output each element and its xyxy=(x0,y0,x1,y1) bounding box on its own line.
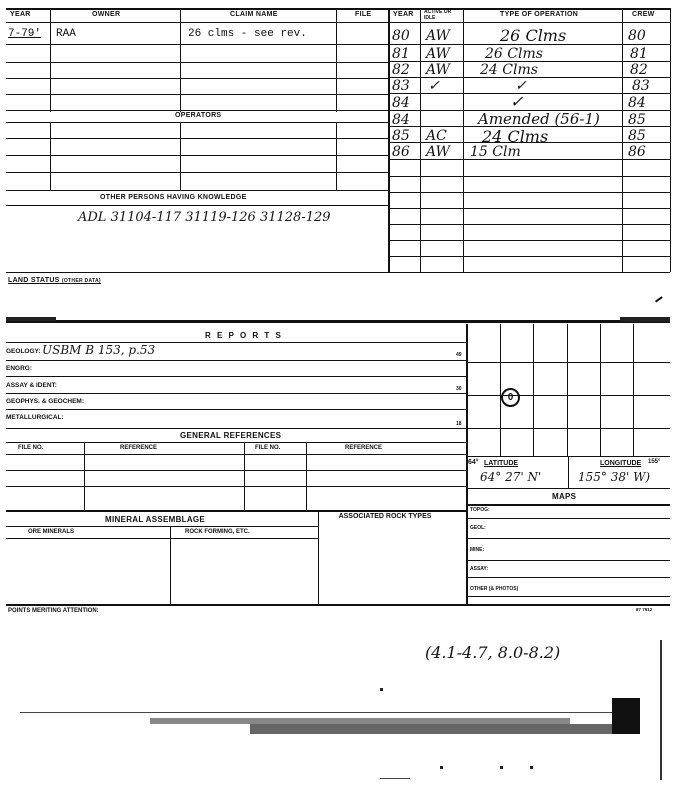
claim-year: 7-79' xyxy=(8,28,42,40)
act-crew: 82 xyxy=(630,62,648,78)
act-year: 83 xyxy=(392,78,410,94)
rule xyxy=(388,8,390,272)
longitude-value: 155° 38' W) xyxy=(578,470,651,484)
act-year: 86 xyxy=(392,144,410,160)
act-type: 24 Clms xyxy=(480,62,538,78)
rule xyxy=(6,22,388,23)
act-crew: 84 xyxy=(628,95,646,111)
claim-owner: RAA xyxy=(56,28,76,40)
scan-speck xyxy=(500,766,503,769)
act-crew: 81 xyxy=(630,46,648,62)
report-geology-num: 49 xyxy=(456,352,462,358)
grid-circle-marker: 0 xyxy=(501,388,520,407)
tick-mark xyxy=(655,296,665,306)
rule xyxy=(388,159,670,160)
rule xyxy=(6,190,388,191)
act-year-header: YEAR xyxy=(393,11,414,18)
rule xyxy=(466,428,670,429)
act-type: 26 Clms xyxy=(500,26,567,45)
col-year-header: YEAR xyxy=(10,11,31,18)
rule xyxy=(463,8,464,272)
rule-thick xyxy=(6,320,670,323)
rule xyxy=(6,94,388,95)
handwritten-note: (4.1-4.7, 8.0-8.2) xyxy=(425,643,561,662)
maps-geol: GEOL: xyxy=(470,525,486,531)
act-year: 84 xyxy=(392,112,410,128)
col-claim-name-header: CLAIM NAME xyxy=(230,11,278,18)
act-status: AW xyxy=(426,28,450,44)
rule xyxy=(388,93,670,94)
rule xyxy=(244,442,245,510)
rule xyxy=(6,428,466,429)
rule xyxy=(6,78,388,79)
lon-suffix: 155° xyxy=(648,459,661,465)
rule xyxy=(6,470,466,471)
report-geology-label: GEOLOGY: xyxy=(6,348,41,355)
act-year: 85 xyxy=(392,128,410,144)
act-type: 24 Clms xyxy=(482,127,549,146)
act-year: 82 xyxy=(392,62,410,78)
rule xyxy=(6,62,388,63)
act-type: ✓ xyxy=(515,78,527,94)
rule xyxy=(6,454,466,455)
act-year: 81 xyxy=(392,46,410,62)
scan-speck xyxy=(380,688,383,691)
rule xyxy=(388,22,670,23)
general-refs-title: GENERAL REFERENCES xyxy=(180,431,282,440)
act-year: 80 xyxy=(392,28,410,44)
act-type: Amended (56-1) xyxy=(478,110,600,128)
rule xyxy=(466,488,670,489)
rule xyxy=(466,560,670,561)
form-code: 87 7912 xyxy=(636,607,653,612)
rule xyxy=(6,409,466,410)
act-type: 26 Clms xyxy=(485,46,543,62)
report-assay-label: ASSAY & IDENT: xyxy=(6,382,57,389)
rule xyxy=(388,272,670,273)
rule xyxy=(388,77,670,78)
maps-assay: ASSAY: xyxy=(470,566,489,572)
rule xyxy=(336,8,337,112)
rule xyxy=(180,8,181,112)
reports-title: R E P O R T S xyxy=(205,331,283,340)
scan-streak xyxy=(250,724,630,734)
rule xyxy=(567,324,568,456)
rule xyxy=(466,504,670,506)
report-assay-num: 30 xyxy=(456,386,462,392)
rule xyxy=(6,44,388,45)
operators-title: OPERATORS xyxy=(175,112,222,119)
report-geophys-label: GEOPHYS. & GEOCHEM: xyxy=(6,398,85,405)
rule xyxy=(388,126,670,127)
rule xyxy=(568,456,569,488)
rule xyxy=(318,510,319,604)
rule xyxy=(388,192,670,193)
points-label: POINTS MERITING ATTENTION: xyxy=(8,608,99,614)
longitude-label: LONGITUDE xyxy=(600,460,642,467)
rule xyxy=(6,8,388,10)
scan-blot xyxy=(612,698,640,734)
act-crew: 85 xyxy=(628,128,646,144)
rule xyxy=(6,205,388,206)
rule xyxy=(533,324,534,456)
rule xyxy=(466,518,670,519)
act-crew: 85 xyxy=(628,112,646,128)
act-crew-header: CREW xyxy=(632,11,655,18)
rule xyxy=(388,44,670,45)
claim-name: 26 clms - see rev. xyxy=(188,28,307,40)
rule xyxy=(6,138,388,139)
ore-minerals-header: ORE MINERALS xyxy=(28,529,75,535)
rule xyxy=(50,8,51,112)
associated-rock-types: ASSOCIATED ROCK TYPES xyxy=(338,513,432,520)
rule xyxy=(6,442,466,443)
rule xyxy=(6,538,318,539)
rule xyxy=(6,122,388,123)
act-status: AW xyxy=(426,144,450,160)
col-owner-header: OWNER xyxy=(92,11,121,18)
other-persons-title: OTHER PERSONS HAVING KNOWLEDGE xyxy=(100,194,247,201)
rule xyxy=(388,240,670,241)
rule xyxy=(500,324,501,456)
rule-thick xyxy=(6,604,670,606)
scan-speck xyxy=(440,766,443,769)
rule xyxy=(622,8,623,272)
report-metallurgical-label: METALLURGICAL: xyxy=(6,414,64,421)
maps-title: MAPS xyxy=(552,492,577,501)
rule xyxy=(420,8,421,272)
refs-reference-header-2: REFERENCE xyxy=(345,445,383,451)
maps-mine: MINE: xyxy=(470,547,485,553)
rule xyxy=(6,272,390,273)
rule xyxy=(6,360,466,361)
act-type: 15 Clm xyxy=(470,144,521,160)
scan-streak xyxy=(20,712,620,713)
refs-file-no-header-2: FILE NO. xyxy=(255,445,281,451)
rule xyxy=(466,395,670,396)
rule xyxy=(388,61,670,62)
col-file-header: FILE xyxy=(355,11,372,18)
act-year: 84 xyxy=(392,95,410,111)
scan-streak xyxy=(380,778,410,779)
report-geology-value: USBM B 153, p.53 xyxy=(42,343,156,357)
act-type: ✓ xyxy=(510,92,524,111)
latitude-value: 64° 27' N' xyxy=(480,470,542,484)
rule xyxy=(6,376,466,377)
rule xyxy=(670,8,671,272)
rule xyxy=(466,596,670,597)
rule xyxy=(336,122,337,190)
rule xyxy=(466,577,670,578)
rule xyxy=(388,208,670,209)
act-status: AW xyxy=(426,46,450,62)
rule xyxy=(6,172,388,173)
scan-mark xyxy=(6,317,56,321)
mineral-title: MINERAL ASSEMBLAGE xyxy=(105,515,206,524)
rule xyxy=(180,122,181,190)
report-engrg-label: ENGRG: xyxy=(6,365,32,372)
rule xyxy=(388,110,670,111)
rule xyxy=(306,442,307,510)
rule xyxy=(170,526,171,604)
rule xyxy=(6,486,466,487)
act-status: AW xyxy=(426,62,450,78)
land-status-label: LAND STATUS (OTHER DATA) xyxy=(8,277,101,284)
rule xyxy=(388,256,670,257)
rock-forming-header: ROCK FORMING, ETC. xyxy=(185,529,250,535)
scan-edge xyxy=(660,640,662,780)
rule xyxy=(466,362,670,363)
maps-other: OTHER (& PHOTOS) xyxy=(470,586,519,592)
maps-topog: TOPOG: xyxy=(470,507,490,513)
rule xyxy=(388,224,670,225)
rule xyxy=(633,324,634,456)
rule xyxy=(84,442,85,510)
rule xyxy=(388,142,670,143)
rule xyxy=(6,155,388,156)
lat-prefix: 64° xyxy=(468,459,479,466)
scan-speck xyxy=(530,766,533,769)
rule xyxy=(466,538,670,539)
rule xyxy=(6,526,318,527)
act-type-header: TYPE OF OPERATION xyxy=(500,11,579,18)
rule xyxy=(6,110,388,111)
report-metallurgical-num: 18 xyxy=(456,421,462,427)
refs-reference-header: REFERENCE xyxy=(120,445,158,451)
scan-mark xyxy=(620,317,670,322)
latitude-label: LATITUDE xyxy=(484,460,519,467)
act-status: AC xyxy=(426,128,447,144)
act-status: ✓ xyxy=(428,78,440,94)
rule xyxy=(6,510,466,512)
rule xyxy=(388,176,670,177)
rule xyxy=(600,324,601,456)
rule xyxy=(6,393,466,394)
rule xyxy=(50,122,51,190)
act-active-header: ACTIVE OR IDLE xyxy=(424,9,452,21)
other-persons-numbers: ADL 31104-117 31119-126 31128-129 xyxy=(78,210,331,225)
refs-file-no-header: FILE NO. xyxy=(18,445,44,451)
act-crew: 86 xyxy=(628,144,646,160)
act-crew: 83 xyxy=(632,78,650,94)
act-crew: 80 xyxy=(628,28,646,44)
